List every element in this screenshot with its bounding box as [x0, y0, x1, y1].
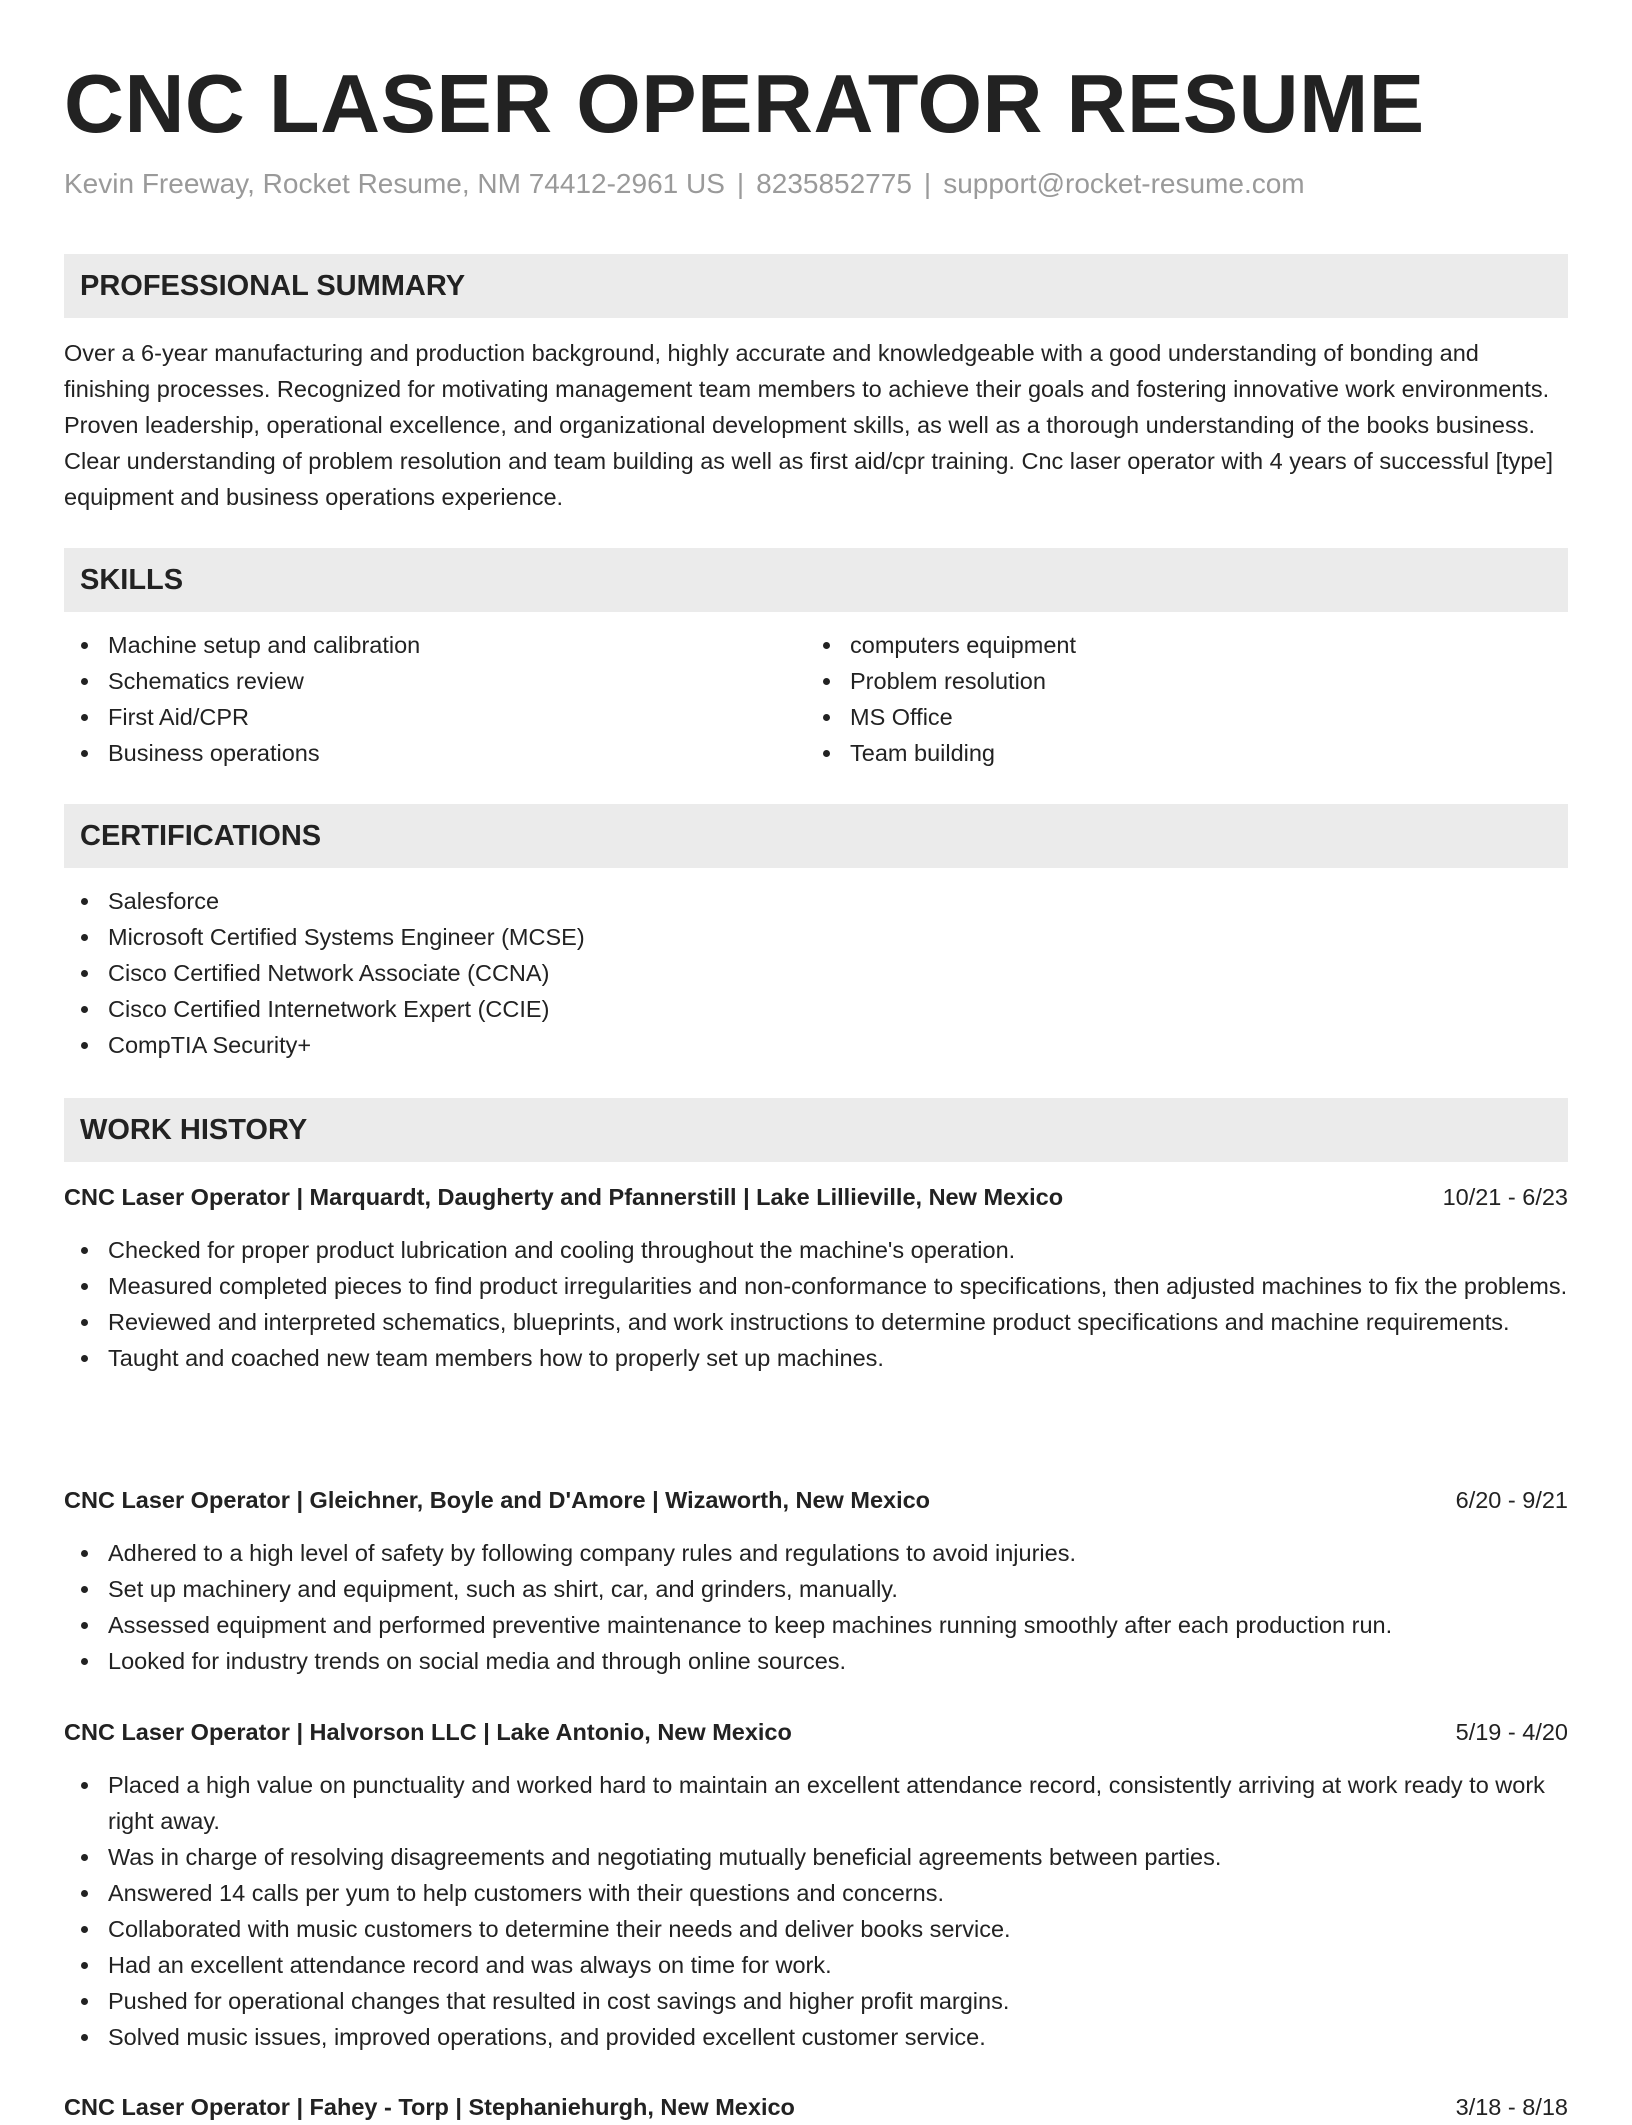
skill-item: Team building: [806, 735, 1506, 771]
job-bullets: [64, 1767, 1568, 2055]
job-title: CNC Laser Operator | Marquardt, Daugherty and Pfannerstill | Lake Lillieville, New Mexico: [64, 1184, 1064, 1210]
contact-email: support@rocket-resume.com: [943, 168, 1305, 199]
contact-address: Kevin Freeway, Rocket Resume, NM 74412-2961 US: [64, 168, 725, 199]
contact-separator: |: [923, 168, 932, 199]
job-bullet: Taught and coached new team members how to properly set up machines.: [64, 1340, 1568, 1376]
job-bullet: Placed a high value on punctuality and worked hard to maintain an excellent attendance record, consistently arriving at work ready to work right away.: [64, 1767, 1568, 1839]
job-title: CNC Laser Operator | Halvorson LLC | Lake Antonio, New Mexico: [64, 1719, 792, 1745]
skill-item: computers equipment: [806, 627, 1506, 663]
job-bullet: Answered 14 calls per yum to help customers with their questions and concerns.: [64, 1875, 1568, 1911]
certifications-list: [64, 883, 1568, 1063]
contact-line: [64, 166, 1305, 202]
job-dates: 5/19 - 4/20: [1455, 1719, 1568, 1745]
skill-item: Business operations: [64, 735, 764, 771]
job-bullet: Pushed for operational changes that resulted in cost savings and higher profit margins.: [64, 1983, 1568, 2019]
job-title: CNC Laser Operator | Gleichner, Boyle and D'Amore | Wizaworth, New Mexico: [64, 1487, 931, 1513]
job-bullet: Had an excellent attendance record and was always on time for work.: [64, 1947, 1568, 1983]
resume-title: CNC LASER OPERATOR RESUME: [64, 57, 1425, 150]
section-header-skills: SKILLS: [64, 548, 1568, 612]
job-bullet: Checked for proper product lubrication and cooling throughout the machine's operation.: [64, 1232, 1568, 1268]
contact-phone: 8235852775: [756, 168, 912, 199]
job-bullet: Looked for industry trends on social media and through online sources.: [64, 1643, 1568, 1679]
job-bullets: [64, 1232, 1568, 1376]
job-bullet: Collaborated with music customers to determine their needs and deliver books service.: [64, 1911, 1568, 1947]
job-dates: 3/18 - 8/18: [1455, 2094, 1568, 2120]
skill-item: Schematics review: [64, 663, 764, 699]
section-header-professional-summary: PROFESSIONAL SUMMARY: [64, 254, 1568, 318]
job-header: [64, 1179, 1568, 1215]
skills-list-right: [806, 627, 1506, 771]
skill-item: Problem resolution: [806, 663, 1506, 699]
contact-separator: |: [736, 168, 745, 199]
job-bullet: Was in charge of resolving disagreements and negotiating mutually beneficial agreements between parties.: [64, 1839, 1568, 1875]
job-header: [64, 2089, 1568, 2125]
certification-item: Microsoft Certified Systems Engineer (MCSE): [64, 919, 1568, 955]
skills-list-left: [64, 627, 764, 771]
job-header: [64, 1714, 1568, 1750]
certification-item: Cisco Certified Network Associate (CCNA): [64, 955, 1568, 991]
job-dates: 6/20 - 9/21: [1455, 1487, 1568, 1513]
certification-item: Cisco Certified Internetwork Expert (CCIE): [64, 991, 1568, 1027]
section-header-certifications: CERTIFICATIONS: [64, 804, 1568, 868]
summary-text: Over a 6-year manufacturing and production background, highly accurate and knowledgeable with a good understanding of bonding and finishing processes. Recognized for motivating management team members to achieve their goals and fostering innovative work environments. Proven leadership, operational excellence, and organizational development skills, as well as a thorough understanding of the books business. Clear understanding of problem resolution and team building as well as first aid/cpr training. Cnc laser operator with 4 years of successful [type] equipment and business operations experience.: [64, 340, 1554, 510]
certification-item: CompTIA Security+: [64, 1027, 1568, 1063]
job-bullet: Adhered to a high level of safety by following company rules and regulations to avoid injuries.: [64, 1535, 1568, 1571]
certification-item: Salesforce: [64, 883, 1568, 919]
skill-item: MS Office: [806, 699, 1506, 735]
job-bullet: Assessed equipment and performed preventive maintenance to keep machines running smoothly after each production run.: [64, 1607, 1568, 1643]
job-bullets: [64, 1535, 1568, 1679]
skill-item: Machine setup and calibration: [64, 627, 764, 663]
job-bullet: Set up machinery and equipment, such as shirt, car, and grinders, manually.: [64, 1571, 1568, 1607]
job-bullet: Measured completed pieces to find product irregularities and non-conformance to specifications, then adjusted machines to fix the problems.: [64, 1268, 1568, 1304]
job-bullet: Solved music issues, improved operations, and provided excellent customer service.: [64, 2019, 1568, 2055]
skill-item: First Aid/CPR: [64, 699, 764, 735]
job-dates: 10/21 - 6/23: [1442, 1184, 1568, 1210]
section-header-work-history: WORK HISTORY: [64, 1098, 1568, 1162]
job-bullet: Reviewed and interpreted schematics, blueprints, and work instructions to determine product specifications and machine requirements.: [64, 1304, 1568, 1340]
job-title: CNC Laser Operator | Fahey - Torp | Stephaniehurgh, New Mexico: [64, 2094, 795, 2120]
job-header: [64, 1482, 1568, 1518]
